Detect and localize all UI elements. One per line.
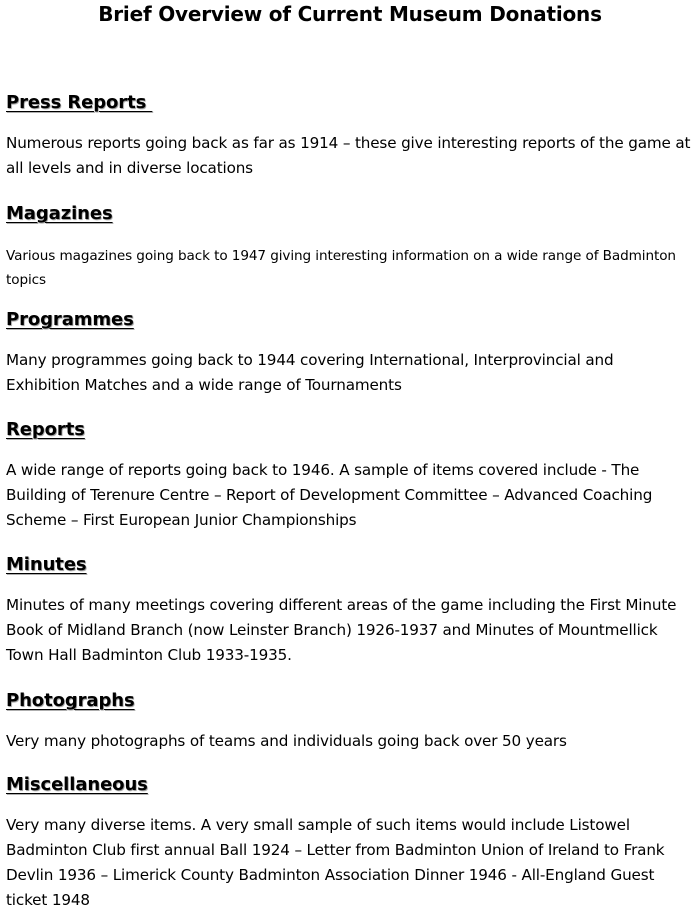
section-text-reports: A wide range of reports going back to 1946. A sample of items covered include - The Building of Terenure Centre – Report of Development Committee – Advanced Coaching Scheme – First European Junior Championships	[6, 461, 653, 529]
section-press-reports	[6, 92, 692, 181]
section-minutes	[6, 554, 692, 668]
section-heading-minutes: Minutes	[6, 554, 87, 575]
section-heading-photographs: Photographs	[6, 690, 135, 711]
section-text-photographs: Very many photographs of teams and individuals going back over 50 years	[6, 732, 567, 750]
section-magazines	[6, 203, 692, 292]
section-heading-reports: Reports	[6, 419, 85, 440]
section-miscellaneous	[6, 774, 692, 913]
section-photographs	[6, 690, 692, 754]
section-text-minutes: Minutes of many meetings covering different areas of the game including the First Minute Book of Midland Branch (now Leinster Branch) 1926-1937 and Minutes of Mountmellick Town Hall Badminton Club 1933-1935.	[6, 596, 677, 664]
section-programmes	[6, 309, 692, 398]
section-heading-press-reports: Press Reports	[6, 92, 153, 113]
section-heading-miscellaneous: Miscellaneous	[6, 774, 148, 795]
section-text-magazines: Various magazines going back to 1947 giving interesting information on a wide range of Badminton topics	[6, 248, 676, 288]
section-reports	[6, 419, 692, 533]
section-text-miscellaneous: Very many diverse items. A very small sample of such items would include Listowel Badminton Club first annual Ball 1924 – Letter from Badminton Union of Ireland to Frank Devlin 1936 – Limerick County Badminton Association Dinner 1946 - All-England Guest ticket 1948	[6, 816, 665, 909]
section-heading-programmes: Programmes	[6, 309, 134, 330]
page-title: Brief Overview of Current Museum Donations	[98, 2, 602, 26]
section-text-programmes: Many programmes going back to 1944 covering International, Interprovincial and Exhibition Matches and a wide range of Tournaments	[6, 351, 614, 394]
section-heading-magazines: Magazines	[6, 203, 113, 224]
section-text-press-reports: Numerous reports going back as far as 1914 – these give interesting reports of the game at all levels and in diverse locations	[6, 134, 691, 177]
